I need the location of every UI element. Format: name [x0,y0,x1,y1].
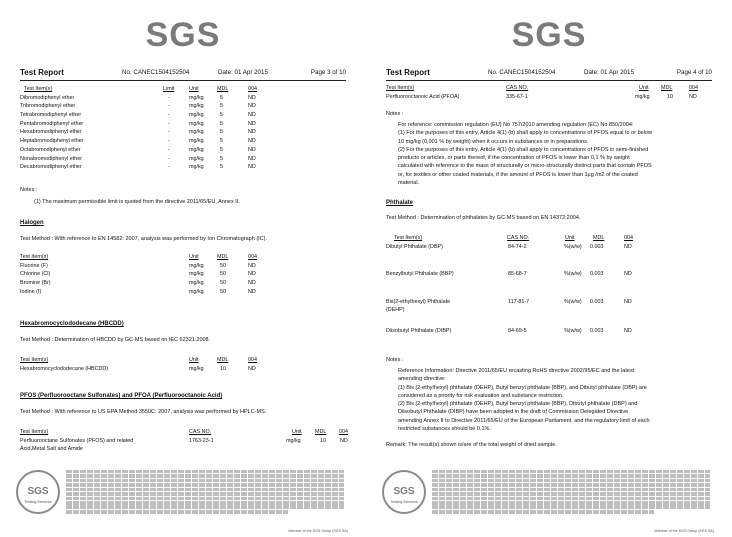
cell: 0.003 [590,299,604,305]
cell: 1763-23-1 [189,437,214,444]
cell: 0.003 [590,244,604,250]
cell: ND [624,328,632,334]
cell: Octabromodiphenyl ether [20,146,81,153]
cell: mg/kg [189,138,204,145]
col-header: 004 [248,357,257,363]
pfos-title: PFOS (Perfluorooctane Sulfonates) and PFOA (Perfluorooctanoic Acid) [20,393,223,399]
report-page-4 [366,0,732,537]
cell: - [168,103,170,110]
note-line: amending Annex II to Directive 2011/65/EU of the European Parliament, and the regulatory limit of each [398,417,650,424]
cell: 84-74-2 [508,244,527,250]
report-title: Test Report [20,68,64,77]
cell: 335-67-1 [506,93,528,100]
table-row [386,298,712,307]
cell: %(w/w) [564,328,582,334]
phthalate-table [386,234,712,334]
cell: ND [248,365,256,372]
col-header: MDL [661,85,673,91]
cell: 5 [220,164,223,171]
note-line: considered as a priority for risk evaluation and substance restriction. [398,392,564,399]
cell: ND [248,120,256,127]
cell: 50 [220,280,226,287]
cell: Tetrabromodiphenyl ether [20,112,82,119]
table-row [20,270,346,279]
note-1: (1) The maximum permissible limit is quoted from the directive 2011/65/EU, Annex II. [34,199,240,205]
cell: mg/kg [189,262,204,269]
cell: Iodine (I) [20,288,42,295]
cell: 50 [220,288,226,295]
report-number: No. CANEC1504152504 [122,69,190,76]
table-row [20,94,346,103]
cell: 84-69-5 [508,328,527,334]
note-line: For reference: commission regulation (EU) No 757/2010 amending regulation (EC) No 850/2004: [398,122,634,128]
report-title: Test Report [386,68,430,77]
table-header [386,84,712,93]
cell: ND [248,103,256,110]
note-line: restricted substances should be 0.1%. [398,426,491,433]
table-row [20,279,346,288]
sgs-logo: SGS [145,16,221,54]
col-header: Test Item(s) [20,254,49,260]
table-row [386,270,712,279]
table-row [20,102,346,111]
cell: ND [248,288,256,295]
table-header [386,234,712,243]
cell: ND [248,280,256,287]
cell: ND [248,112,256,119]
report-date: Date: 01 Apr 2015 [584,69,634,76]
note-line: material. [398,180,420,187]
cell: mg/kg [189,365,204,372]
phthalate-notes [398,367,712,433]
halogen-table [20,253,346,296]
cell: mg/kg [189,120,204,127]
col-header: Limit [163,86,175,92]
cell: Diisobutyl Phthalate (DIBP) [386,328,452,334]
cell: ND [248,129,256,136]
table-row [20,288,346,297]
col-header: CAS NO. [507,235,530,241]
report-number: No. CANEC1504152504 [488,69,556,76]
col-header: Test Item(s) [20,357,49,363]
cell: mg/kg [189,146,204,153]
cell: mg/kg [189,164,204,171]
cell: %(w/w) [564,271,582,277]
col-header: CAS NO. [506,85,529,91]
cell: - [168,138,170,145]
col-header: MDL [217,357,229,363]
table-row [20,111,346,120]
cell: Tribromodiphenyl ether [20,103,76,110]
cell: 85-68-7 [508,271,527,277]
cell: %(w/w) [564,244,582,250]
cell: Perfluorooctane Sulfonates (PFOS) and related [20,437,134,444]
pfos-notes [398,121,712,187]
cell: Benzylbutyl Phthalate (BBP) [386,271,454,277]
col-header: Test Item(s) [24,86,53,92]
cell: Bromine (Br) [20,280,51,287]
col-header: Test Item(s) [20,429,49,435]
col-header: Test Item(s) [386,85,415,91]
cell: 10 [320,437,326,444]
cell: 10 [667,93,673,100]
pbde-table [20,85,346,172]
note-line: (2) For the purposes of this entry, Article 4(1) (b) shall apply to concentrations of PFOS in semi-finished [398,146,649,153]
pfos-table [20,428,346,454]
cell: ND [624,244,632,250]
cell: - [168,155,170,162]
cell: 117-81-7 [508,299,530,305]
table-row [20,137,346,146]
cell: (DEHP) [386,307,405,313]
table-header [20,85,346,94]
col-header: MDL [217,254,229,260]
cell: mg/kg [189,271,204,278]
cell: Nonabromodiphenyl ether [20,155,83,162]
cell: Perfluorooctanoic Acid (PFOA) [386,93,460,100]
cell: 0.003 [590,271,604,277]
cell: 5 [220,138,223,145]
table-row [386,327,712,336]
cell: 0.003 [590,328,604,334]
col-header: 004 [248,254,257,260]
note-line: amending directive: [398,376,446,383]
note-line: products or articles, or parts thereof, if the concentration of PFOS is lower than 0,1 % by weight [398,155,630,162]
col-header: 004 [248,86,257,92]
cell: Pentabromodiphenyl ether [20,120,84,127]
phthalate-method: Test Method : Determination of phthalates by GC-MS based on EN 14372:2004. [386,215,581,221]
report-date: Date: 01 Apr 2015 [218,69,268,76]
header-rule [20,80,346,81]
cell: mg/kg [635,93,650,100]
cell: ND [248,138,256,145]
cell: - [168,120,170,127]
cell: 5 [220,112,223,119]
note-line: (1) For the purposes of this entry, Article 4(1) (b) shall apply to concentrations of PFOS equal to or below [398,130,652,137]
cell: 5 [220,103,223,110]
cell: - [168,94,170,101]
sgs-seal-icon: SGS Testing Services [382,470,426,514]
cell: Dibromodiphenyl ether [20,94,75,101]
halogen-method: Test Method : With reference to EN 14582: 2007, analysis was performed by Ion Chromatograph (IC). [20,236,268,242]
cell: mg/kg [189,155,204,162]
cell: 50 [220,262,226,269]
hbcdd-title: Hexabromocyclododecane (HBCDD) [20,321,124,327]
report-header [386,68,712,80]
cell: 50 [220,271,226,278]
note-line: or, for textiles or other coated materials, if the amount of PFOS is lower than 1μg /m2 of the coated [398,171,638,178]
page-number: Page 4 of 10 [676,69,712,76]
cell: mg/kg [189,280,204,287]
cell: Hexabromocyclododecane (HBCDD) [20,365,109,372]
cell: Heptabromodiphenyl ether [20,138,84,145]
cell: ND [248,164,256,171]
cell: Dibutyl Phthalate (DBP) [386,244,443,250]
cell: 5 [220,94,223,101]
table-row [20,128,346,137]
table-row [20,365,346,374]
cell: 5 [220,155,223,162]
cell: ND [248,262,256,269]
cell: 10 [220,365,226,372]
col-header: 004 [689,85,698,91]
col-header: 004 [339,429,348,435]
legal-disclaimer [66,469,344,514]
cell: mg/kg [189,103,204,110]
note-line: Reference Information: Directive 2011/65/EU recasting RoHS directive 2002/95/EC and the latest [398,368,635,374]
cell: - [168,112,170,119]
table-row [386,243,712,252]
page-footer [0,462,366,537]
cell: Chlorine (Cl) [20,271,51,278]
col-header: Unit [639,85,649,91]
col-header: Unit [292,429,302,435]
sgs-seal-icon: SGS Testing Services [16,470,60,514]
cell: mg/kg [189,288,204,295]
cell: mg/kg [189,129,204,136]
report-header [20,68,346,80]
table-header [20,356,346,365]
col-header: MDL [593,235,605,241]
cell: 5 [220,120,223,127]
col-header: 004 [624,235,633,241]
notes-label: Notes : [386,357,404,363]
col-header: Unit [189,86,199,92]
pfoa-table [386,84,712,101]
cell: ND [248,146,256,153]
note-line: Diisobutyl Phthalate (DIBP) have been adopted in the draft of Commission Delegated Directive [398,409,629,416]
remark: Remark: The result(s) shown is/are of the total weight of dried sample. [386,442,557,448]
cell: Decabromodiphenyl ether [20,164,82,171]
cell: ND [340,437,348,444]
table-row [20,155,346,164]
cell: Acid,Metal Salt and Amide [20,446,83,453]
table-row [20,120,346,129]
cell: - [168,129,170,136]
table-row [20,262,346,271]
sgs-logo: SGS [511,16,587,54]
cell: Fluorine (F) [20,262,48,269]
cell: mg/kg [189,94,204,101]
member-line: Member of the SGS Group (SGS SA) [288,529,348,533]
cell: ND [248,155,256,162]
hbcdd-method: Test Method : Determination of HBCDD by GC-MS based on IEC 62321:2008. [20,337,211,343]
cell: ND [248,271,256,278]
col-header: Unit [189,357,199,363]
table-row [20,437,346,446]
note-line: (2) Bis (2-ethylhexyl) phthalate (DEHP), Butyl benzyl phthalate (BBP), Dibutyl phthalate (DBP) and [398,401,638,408]
col-header: MDL [315,429,327,435]
header-rule [386,80,712,81]
table-header [20,428,346,437]
cell: ND [624,299,632,305]
note-line: 10 mg/kg (0,001 % by weight) when it occurs in substances or in preparations. [398,138,589,145]
cell: ND [624,271,632,277]
table-header [20,253,346,262]
col-header: Unit [189,254,199,260]
table-row-continued [20,445,346,454]
cell: mg/kg [189,112,204,119]
halogen-title: Halogen [20,220,44,226]
col-header: Unit [565,235,575,241]
note-line: calculated with reference to the mass of structurally or micro-structurally distinct parts that contain PFOS [398,163,652,170]
cell: 5 [220,146,223,153]
cell: 5 [220,129,223,136]
hbcdd-table [20,356,346,373]
col-header: CAS NO. [189,429,212,435]
page-footer [366,462,732,537]
col-header: MDL [217,86,229,92]
table-row [20,163,346,172]
note-line: (1) Bis (2-ethylhexyl) phthalate (DEHP), Butyl benzyl phthalate (BBP), and Dibutyl phthalate (DBP) are [398,384,647,391]
pfos-method: Test Method : With reference to US EPA Method 3550C: 2007, analysis was performed by HPLC-MS. [20,409,267,415]
cell: - [168,146,170,153]
page-number: Page 3 of 10 [310,69,346,76]
cell: %(w/w) [564,299,582,305]
table-row [386,93,712,102]
cell: Hexabromodiphenyl ether [20,129,82,136]
cell: ND [689,93,697,100]
cell: ND [248,94,256,101]
cell: Bis(2-ethylhexyl) Phthalate [386,299,451,305]
member-line: Member of the SGS Group (SGS SA) [654,529,714,533]
col-header: Test Item(s) [394,235,423,241]
legal-disclaimer [432,469,710,514]
phthalate-title: Phthalate [386,200,414,206]
notes-label: Notes : [386,111,404,117]
notes-label: Notes : [20,187,38,193]
cell: - [168,164,170,171]
cell: mg/kg [286,437,301,444]
table-row [20,146,346,155]
